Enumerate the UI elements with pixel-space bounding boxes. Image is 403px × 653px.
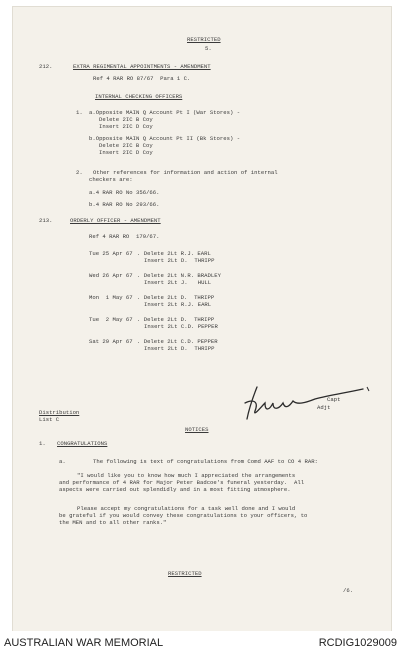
point-1-number: 1. xyxy=(76,109,83,116)
classification-footer: RESTRICTED xyxy=(168,570,202,577)
entry-delete: . Delete 2Lt C.D. PEPPER xyxy=(137,338,218,345)
archive-reference: RCDIG1029009 xyxy=(318,637,397,649)
quote-para-2-line: Please accept my congratulations for a task well done and I would xyxy=(77,505,296,512)
notice-item-title: CONGRATULATIONS xyxy=(57,440,108,447)
point-1a-line: a.Opposite MAIN Q Account Pt I (War Stores) - xyxy=(89,109,241,116)
item-213-number: 213. xyxy=(39,217,53,224)
item-212-subheading: INTERNAL CHECKING OFFICERS xyxy=(95,93,183,100)
point-2-line-2: checkers are: xyxy=(89,176,133,183)
item-213-title: ORDERLY OFFICER - AMENDMENT xyxy=(70,217,161,224)
document-page xyxy=(12,6,392,634)
notice-item-number: 1. xyxy=(39,440,46,447)
entry-insert: Insert 2Lt D. THRIPP xyxy=(144,345,215,352)
entry-delete: . Delete 2Lt D. THRIPP xyxy=(137,316,215,323)
item-213-reference: Ref 4 RAR RO 179/67. xyxy=(89,233,160,240)
next-page-marker: /6. xyxy=(343,587,354,594)
handwritten-signature xyxy=(235,377,385,427)
notice-intro: The following is text of congratulations from Comd AAF to CO 4 RAR: xyxy=(93,458,318,465)
entry-insert: Insert 2Lt D. THRIPP xyxy=(144,257,215,264)
page-number: 5. xyxy=(205,45,212,52)
entry-insert: Insert 2Lt C.D. PEPPER xyxy=(144,323,218,330)
quote-para-2-line: the MEN and to all other ranks." xyxy=(59,519,167,526)
entry-delete: . Delete 2Lt N.R. BRADLEY xyxy=(137,272,221,279)
entry-date: Mon 1 May 67 xyxy=(89,294,133,301)
distribution-title: Distribution xyxy=(39,409,80,416)
entry-date: Sat 29 Apr 67 xyxy=(89,338,133,345)
signature-rank: Capt xyxy=(327,396,341,403)
item-212-title: EXTRA REGIMENTAL APPOINTMENTS - AMENDMENT xyxy=(73,63,211,70)
classification-header: RESTRICTED xyxy=(187,36,221,43)
entry-insert: Insert 2Lt J. HULL xyxy=(144,279,212,286)
point-1a-delete: Delete 2IC B Coy xyxy=(99,116,153,123)
entry-date: Wed 26 Apr 67 xyxy=(89,272,133,279)
reference-a: a.4 RAR RO No 356/66. xyxy=(89,189,160,196)
quote-para-1-line: aspects were carried out splendidly and in a most fitting atmosphere. xyxy=(59,486,291,493)
entry-insert: Insert 2Lt R.J. EARL xyxy=(144,301,212,308)
quote-para-2-line: be grateful if you would convey these congratulations to your officers, to xyxy=(59,512,308,519)
signature-appointment: Adjt xyxy=(317,404,331,411)
point-2-number: 2. xyxy=(76,169,83,176)
notices-heading: NOTICES xyxy=(185,426,209,433)
distribution-list: List C xyxy=(39,416,60,423)
quote-para-1-line: "I would like you to know how much I appreciated the arrangements xyxy=(77,472,296,479)
point-1a-insert: Insert 2IC D Coy xyxy=(99,123,153,130)
entry-delete: . Delete 2Lt R.J. EARL xyxy=(137,250,211,257)
archive-name: AUSTRALIAN WAR MEMORIAL xyxy=(4,637,164,649)
archive-footer xyxy=(0,631,403,653)
point-2-line-1: Other references for information and action of internal xyxy=(93,169,278,176)
point-1b-insert: Insert 2IC D Coy xyxy=(99,149,153,156)
item-212-number: 212. xyxy=(39,63,53,70)
reference-b: b.4 RAR RO No 293/66. xyxy=(89,201,160,208)
entry-date: Tue 2 May 67 xyxy=(89,316,133,323)
quote-para-1-line: and performance of 4 RAR for Major Peter Badcoe's funeral yesterday. All xyxy=(59,479,305,486)
notice-sub-label: a. xyxy=(59,458,66,465)
point-1b-line: b.Opposite MAIN Q Account Pt II (Bk Stores) - xyxy=(89,135,241,142)
entry-date: Tue 25 Apr 67 xyxy=(89,250,133,257)
point-1b-delete: Delete 2IC B Coy xyxy=(99,142,153,149)
item-212-reference: Ref 4 RAR RO 87/67 Para 1 C. xyxy=(93,75,191,82)
entry-delete: . Delete 2Lt D. THRIPP xyxy=(137,294,215,301)
